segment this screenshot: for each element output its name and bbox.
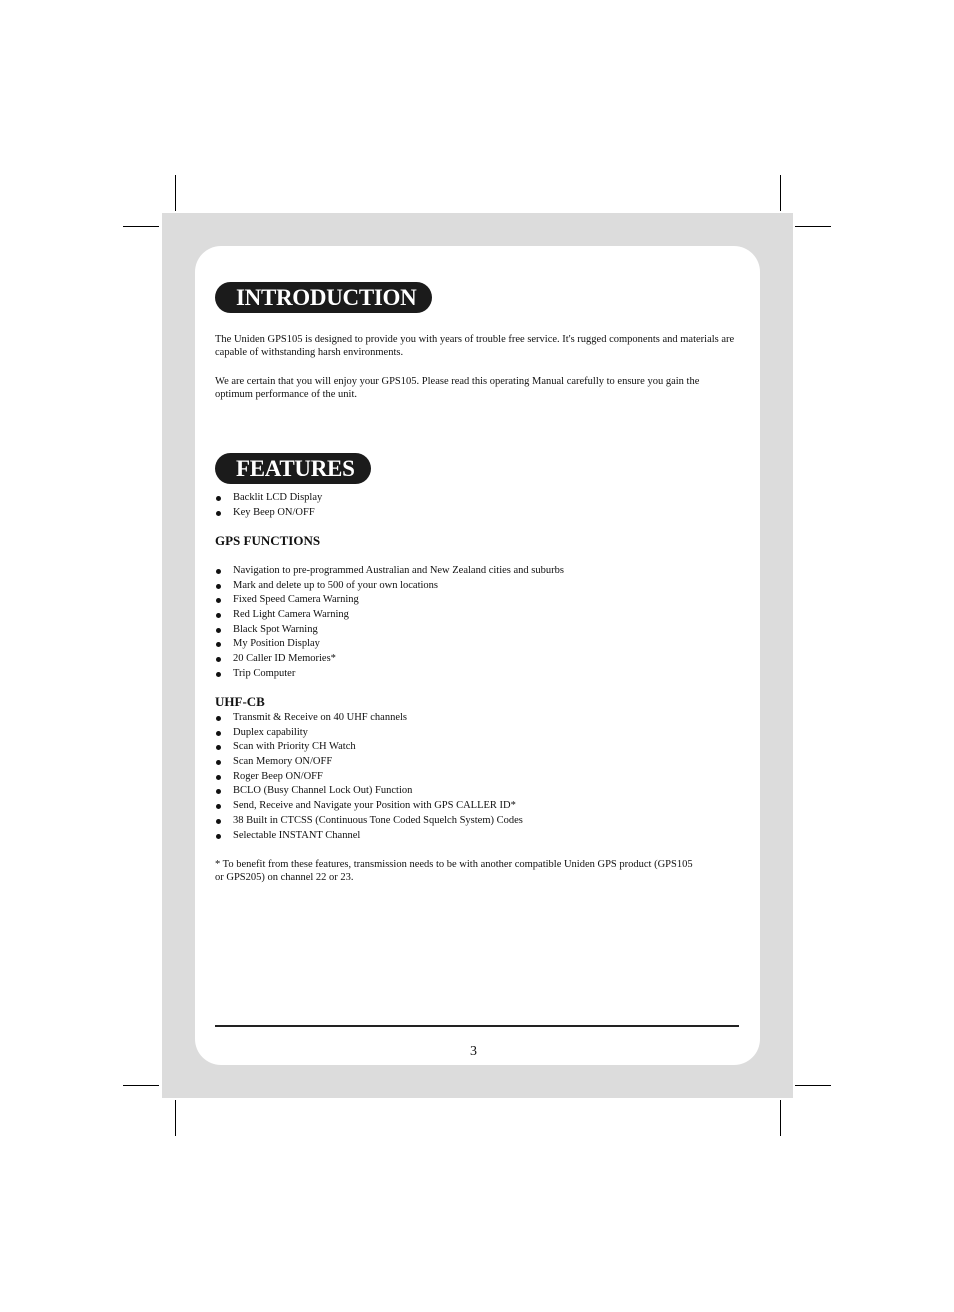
crop-mark (175, 175, 176, 211)
list-item: Fixed Speed Camera Warning (215, 593, 564, 608)
gps-functions-list (215, 564, 564, 682)
crop-mark (795, 226, 831, 227)
footer-rule (215, 1025, 739, 1027)
footnote: * To benefit from these features, transmission needs to be with another compatible Uniden GPS product (GPS105 or GPS205) on channel 22 or 23. (215, 859, 693, 884)
crop-mark (123, 226, 159, 227)
list-item: Duplex capability (215, 726, 523, 741)
list-item: Transmit & Receive on 40 UHF channels (215, 711, 523, 726)
list-item: Scan Memory ON/OFF (215, 755, 523, 770)
list-item: My Position Display (215, 637, 564, 652)
general-features-list (215, 491, 322, 520)
list-item: Backlit LCD Display (215, 491, 322, 506)
list-item: 38 Built in CTCSS (Continuous Tone Coded Squelch System) Codes (215, 814, 523, 829)
list-item: Mark and delete up to 500 of your own locations (215, 579, 564, 594)
list-item: Trip Computer (215, 667, 564, 682)
uhf-cb-heading: UHF-CB (215, 694, 265, 709)
intro-paragraph-2: We are certain that you will enjoy your GPS105. Please read this operating Manual carefully to ensure you gain the optimum performance of the unit. (215, 376, 700, 401)
list-item: BCLO (Busy Channel Lock Out) Function (215, 784, 523, 799)
gps-functions-heading: GPS FUNCTIONS (215, 533, 321, 548)
list-item: Key Beep ON/OFF (215, 506, 322, 521)
list-item: Selectable INSTANT Channel (215, 829, 523, 844)
list-item: Black Spot Warning (215, 623, 564, 638)
list-item: Roger Beep ON/OFF (215, 770, 523, 785)
crop-mark (780, 175, 781, 211)
page-number: 3 (470, 1044, 477, 1059)
list-item: Scan with Priority CH Watch (215, 740, 523, 755)
list-item: Red Light Camera Warning (215, 608, 564, 623)
list-item: Send, Receive and Navigate your Position with GPS CALLER ID* (215, 799, 523, 814)
list-item: 20 Caller ID Memories* (215, 652, 564, 667)
crop-mark (795, 1085, 831, 1086)
crop-mark (123, 1085, 159, 1086)
introduction-heading: INTRODUCTION (215, 282, 432, 313)
crop-mark (175, 1100, 176, 1136)
crop-mark (780, 1100, 781, 1136)
features-heading: FEATURES (215, 453, 371, 484)
uhf-cb-list (215, 711, 523, 843)
list-item: Navigation to pre-programmed Australian and New Zealand cities and suburbs (215, 564, 564, 579)
intro-paragraph-1: The Uniden GPS105 is designed to provide you with years of trouble free service. It's rugged components and materials are capable of withstanding harsh environments. (215, 334, 735, 359)
